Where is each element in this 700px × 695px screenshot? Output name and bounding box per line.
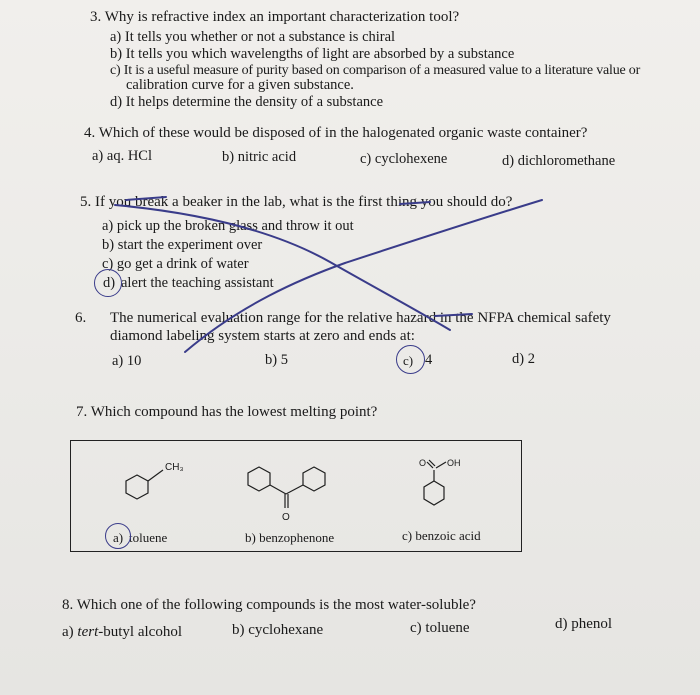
q4-question: 4. Which of these would be disposed of in the halogenated organic waste container?	[84, 125, 588, 141]
q5-option-d-letter: d)	[103, 275, 116, 291]
q8-option-d: d) phenol	[555, 616, 613, 632]
q3-option-b: b) It tells you which wavelengths of light are absorbed by a substance	[110, 46, 515, 62]
q5-option-b: b) start the experiment over	[102, 237, 263, 253]
q6-option-c: 4	[425, 352, 433, 368]
q6-option-a: a) 10	[112, 353, 142, 369]
q8-option-a-italic: tert	[77, 624, 99, 640]
q7-option-c: c) benzoic acid	[402, 528, 481, 543]
q6-option-c-letter: c)	[403, 353, 414, 368]
q6-number: 6.	[75, 310, 87, 326]
q8-option-c: c) toluene	[410, 620, 470, 636]
q8-option-a-rest: -butyl alcohol	[98, 624, 182, 640]
q3-option-c-line2: calibration curve for a given substance.	[126, 77, 354, 93]
q4-option-d: d) dichloromethane	[502, 153, 616, 169]
benzophenone-oxygen-label: O	[282, 512, 290, 523]
q4-option-a: a) aq. HCl	[92, 148, 152, 164]
q7-option-b: b) benzophenone	[245, 530, 335, 545]
q4-option-c: c) cyclohexene	[360, 151, 448, 167]
q4-option-b: b) nitric acid	[222, 149, 297, 165]
cross-stroke-1	[115, 205, 450, 330]
q5-option-d: alert the teaching assistant	[121, 275, 274, 291]
q6-line2: diamond labeling system starts at zero and ends at:	[110, 328, 415, 344]
strike-hazard	[435, 314, 472, 316]
q3-option-a: a) It tells you whether or not a substance is chiral	[110, 29, 396, 45]
cross-stroke-2	[185, 200, 542, 352]
q6-option-b: b) 5	[265, 352, 288, 368]
q5-option-c: c) go get a drink of water	[102, 256, 249, 272]
toluene-ch3-label: CH₃	[165, 462, 184, 473]
q7-option-a-letter: a)	[113, 530, 124, 545]
q7-option-a: toluene	[129, 530, 168, 545]
q5-option-a: a) pick up the broken glass and throw it out	[102, 218, 354, 234]
q6-line1: The numerical evaluation range for the relative hazard in the NFPA chemical safety	[110, 310, 611, 326]
q5-question: 5. If you break a beaker in the lab, what is the first thing you should do?	[80, 194, 513, 210]
strike-break	[126, 197, 166, 200]
q3-option-c-line1: c) It is a useful measure of purity based on comparison of a measured value to a literature value or	[110, 63, 641, 78]
q8-question: 8. Which one of the following compounds is the most water-soluble?	[62, 597, 476, 613]
q6-option-d: d) 2	[512, 351, 535, 367]
q3-option-d: d) It helps determine the density of a substance	[110, 94, 384, 110]
benzoic-acid-oh-label: OH	[447, 458, 461, 468]
benzoic-acid-oxygen-label: O	[419, 458, 427, 468]
strike-thing	[400, 202, 430, 204]
q7-question: 7. Which compound has the lowest melting point?	[76, 404, 378, 420]
q8-option-a-prefix: a)	[62, 624, 78, 640]
q3-question: 3. Why is refractive index an important characterization tool?	[90, 9, 460, 25]
q8-option-b: b) cyclohexane	[232, 622, 324, 638]
